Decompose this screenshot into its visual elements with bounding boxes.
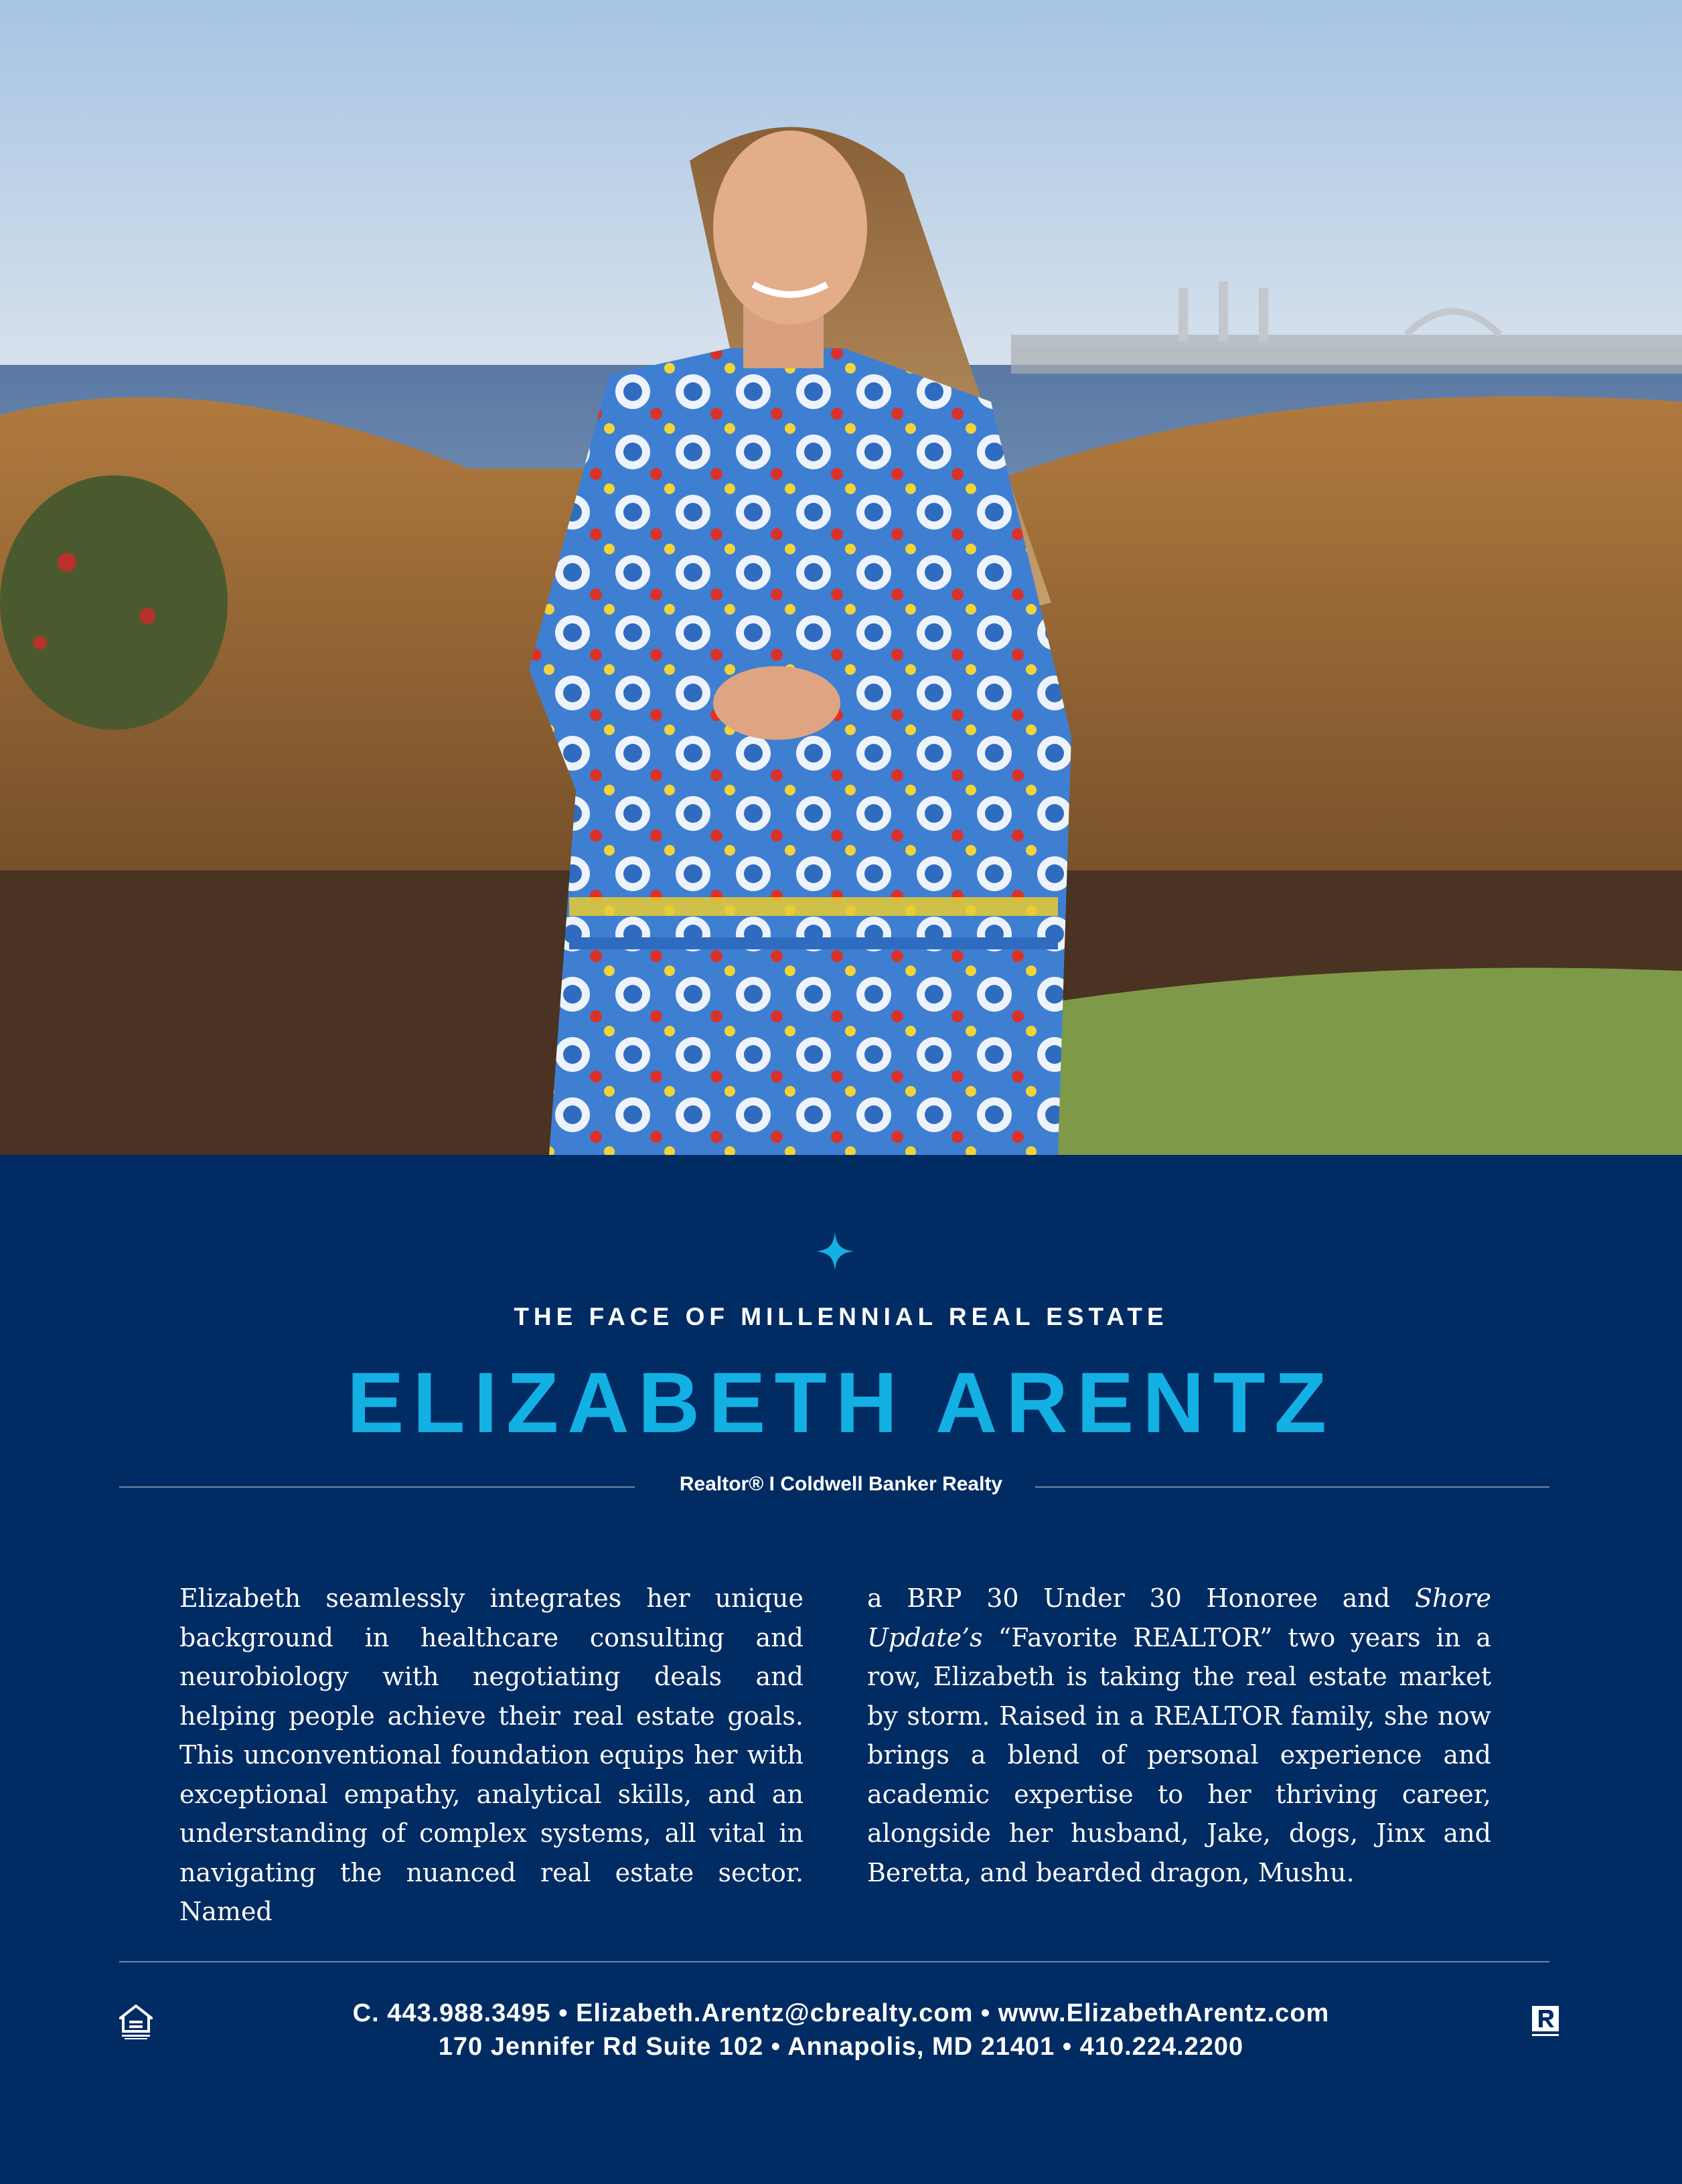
sparkle-icon	[816, 1232, 854, 1271]
bio-right-text-2: “Favorite REALTOR” two years in a row, Elizabeth is taking the real estate market by storm. Raised in a REALTOR family, she now brings a blend of personal experience and academic expertise to her thriving career, alongside her husband, Jake, dogs, Jinx and Beretta, and bearded dragon, Mushu.	[867, 1622, 1491, 1887]
realtor-logo-icon	[1531, 2005, 1560, 2038]
bio-right-column	[867, 1579, 1491, 1892]
contact-line-1: C. 443.988.3495 • Elizabeth.Arentz@cbrealty.com • www.ElizabethArentz.com	[352, 1999, 1330, 2027]
bio-right-text-1: a BRP 30 Under 30 Honoree and	[867, 1583, 1415, 1613]
bio-left-column: Elizabeth seamlessly integrates her unique background in healthcare consulting and neurobiology with negotiating deals and helping people achieve their real estate goals. This unconventional foundation equips her with exceptional empathy, analytical skills, and an understanding of complex systems, all vital in navigating the nuanced real estate sector. Named	[179, 1583, 804, 1926]
agent-name: ELIZABETH ARENTZ	[346, 1355, 1336, 1451]
publication-name: Shore Update’s	[867, 1583, 1491, 1652]
contact-line-2: 170 Jennifer Rd Suite 102 • Annapolis, MD 21401 • 410.224.2200	[438, 2033, 1244, 2061]
tagline: Realtor® I Coldwell Banker Realty	[679, 1473, 1003, 1495]
subtitle: THE FACE OF MILLENNIAL REAL ESTATE	[514, 1303, 1168, 1330]
footer-divider	[119, 1961, 1549, 1962]
